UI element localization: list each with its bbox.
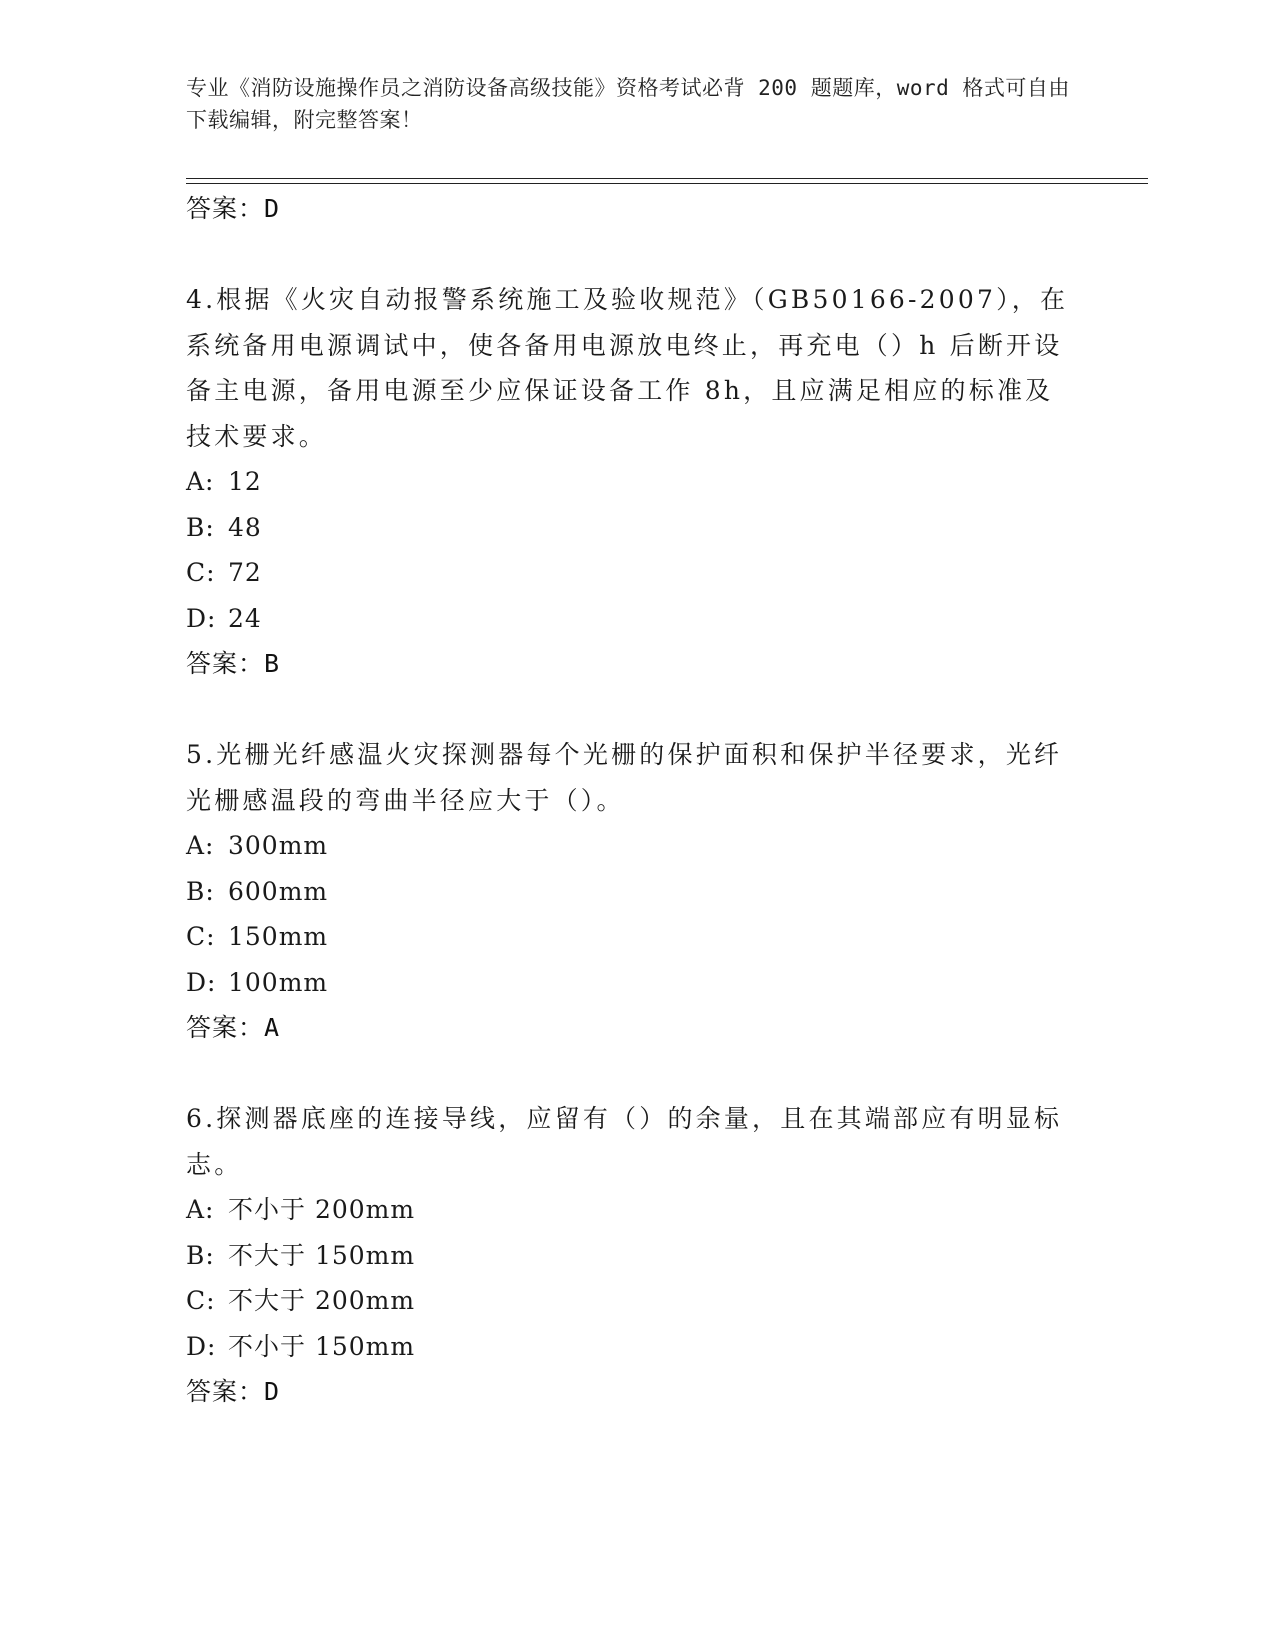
question-stem: 5.光栅光纤感温火灾探测器每个光栅的保护面积和保护半径要求，光纤光栅感温段的弯曲半径应大于（）。 xyxy=(186,740,1063,815)
option-letter: D: xyxy=(186,967,217,997)
header-divider-top xyxy=(186,178,1148,179)
option-text: 不小于 150mm xyxy=(228,1331,416,1361)
question-list xyxy=(186,186,1086,1414)
answer-line: 答案：A xyxy=(186,1013,281,1042)
option-b xyxy=(186,505,1086,551)
header-divider-bottom xyxy=(186,183,1148,184)
answer-line: 答案：D xyxy=(186,194,281,223)
option-text: 48 xyxy=(228,512,262,542)
option-c xyxy=(186,914,1086,960)
option-letter: C: xyxy=(186,922,216,951)
question-item xyxy=(186,1096,1086,1414)
option-c xyxy=(186,550,1086,596)
answer-line: 答案：B xyxy=(186,649,281,678)
option-text: 600mm xyxy=(228,876,329,906)
option-text: 不大于 200mm xyxy=(228,1286,416,1315)
option-letter: C: xyxy=(186,1286,216,1315)
option-a xyxy=(186,1187,1086,1233)
option-letter: A: xyxy=(186,467,215,496)
option-letter: D: xyxy=(186,603,217,633)
option-a xyxy=(186,459,1086,505)
option-text: 100mm xyxy=(228,967,329,997)
option-text: 150mm xyxy=(228,922,329,951)
option-d xyxy=(186,960,1086,1006)
question-stem: 6.探测器底座的连接导线，应留有（）的余量，且在其端部应有明显标志。 xyxy=(186,1104,1063,1179)
option-d xyxy=(186,596,1086,642)
option-c xyxy=(186,1278,1086,1324)
question-item xyxy=(186,277,1086,686)
option-text: 12 xyxy=(228,467,262,496)
option-text: 不大于 150mm xyxy=(228,1240,416,1270)
question-stem: 4.根据《火灾自动报警系统施工及验收规范》（GB50166-2007），在系统备用电源调试中，使各备用电源放电终止，再充电（）h 后断开设备主电源，备用电源至少应保证设备工作 8h，且应满足相应的标准及技术要求。 xyxy=(186,285,1069,451)
option-text: 72 xyxy=(228,558,262,587)
question-item xyxy=(186,732,1086,1050)
option-b xyxy=(186,1233,1086,1279)
option-d xyxy=(186,1324,1086,1370)
option-letter: B: xyxy=(186,512,215,542)
option-letter: A: xyxy=(186,1195,215,1224)
option-letter: C: xyxy=(186,558,216,587)
option-letter: A: xyxy=(186,831,215,860)
option-a xyxy=(186,823,1086,869)
option-letter: B: xyxy=(186,876,215,906)
option-letter: B: xyxy=(186,1240,215,1270)
option-text: 不小于 200mm xyxy=(228,1195,416,1224)
option-letter: D: xyxy=(186,1331,217,1361)
page-header: 专业《消防设施操作员之消防设备高级技能》资格考试必背 200 题题库，word 格式可自由下载编辑，附完整答案！ xyxy=(186,76,1070,132)
answer-line: 答案：D xyxy=(186,1377,281,1406)
option-text: 300mm xyxy=(228,831,329,860)
option-b xyxy=(186,869,1086,915)
option-text: 24 xyxy=(228,603,262,633)
